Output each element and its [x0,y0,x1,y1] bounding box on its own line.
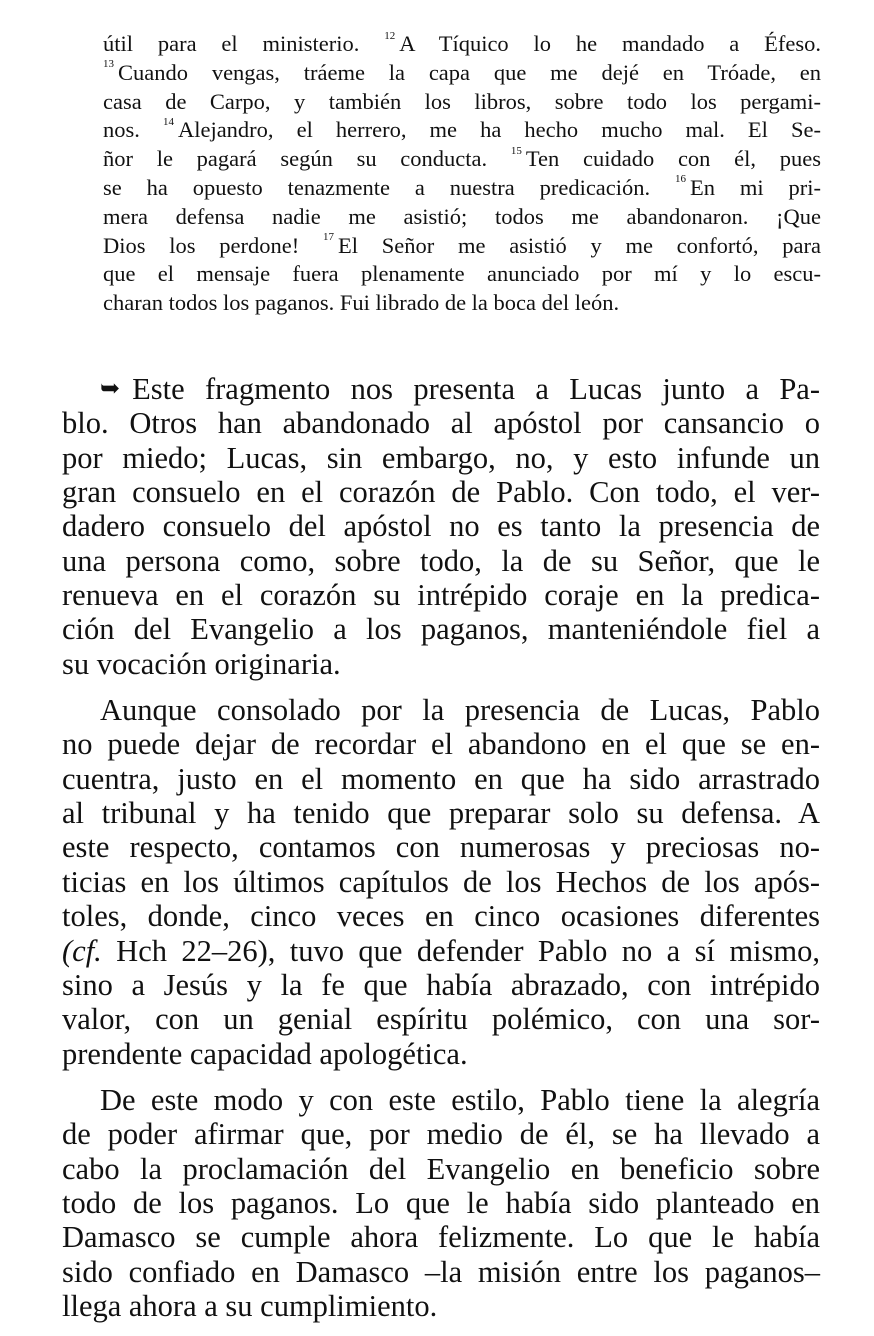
text-line: por miedo; Lucas, sin embargo, no, y esto infunde un [62,440,820,475]
text-line: De este modo y con este estilo, Pablo tiene la alegría [100,1082,820,1117]
passage-line: casa de Carpo, y también los libros, sobre todo los pergami- [103,88,821,114]
commentary-paragraph-3 [62,1083,820,1323]
text-line: sino a Jesús y la fe que había abrazado, con intrépido [62,967,820,1002]
text-line: ➥ Este fragmento nos presenta a Lucas junto a Pa- [100,372,820,406]
text-line: cuentra, justo en el momento en que ha sido arrastrado [62,761,820,796]
cf-abbreviation: (cf. [62,933,102,968]
verse-number: 13 [103,58,114,71]
passage-line: nos. $^{14}$ Alejandro, el herrero, me ha hecho mucho mal. El Se- [103,115,821,143]
text-line: valor, con un genial espíritu polémico, con una sor- [62,1002,820,1037]
text-line: sido confiado en Damasco –la misión entre los paganos– [62,1254,820,1289]
text-line: todo de los paganos. Lo que le había sido planteado en [62,1185,820,1220]
text-line: toles, donde, cinco veces en cinco ocasiones diferentes [62,899,820,934]
commentary-paragraph-1 [62,372,820,681]
verse-number: 14 [162,115,174,128]
commentary [62,372,820,1335]
text-line: ción del Evangelio a los paganos, manteniéndole fiel a [62,612,820,647]
commentary-paragraph-2 [62,693,820,1071]
text-line: cabo la proclamación del Evangelio en beneficio sobre [62,1151,820,1186]
passage-line: charan todos los paganos. Fui librado de la boca del león. [103,290,620,316]
arrow-icon: ➥ [100,376,121,402]
passage-line: útil para el ministerio. $^{12}$ A Tíquico lo he mandado a Éfeso. [103,29,822,56]
text-line: de poder afirmar que, por medio de él, se ha llevado a [62,1117,820,1152]
text-line: no puede dejar de recordar el abandono en el que se en- [62,727,820,762]
passage-line: ñor le pagará según su conducta. $^{15}$ Ten cuidado con él, pues [103,144,821,172]
text-line: renueva en el corazón su intrépido coraje en la predica- [62,578,820,613]
text-line: dadero consuelo del apóstol no es tanto la presencia de [62,509,820,544]
text-line: este respecto, contamos con numerosas y preciosas no- [62,830,820,865]
passage-line: mera defensa nadie me asistió; todos me abandonaron. ¡Que [103,203,821,229]
text-line: prendente capacidad apologética. [62,1036,468,1071]
verse-number: 15 [510,144,522,157]
text-line: una persona como, sobre todo, la de su Señor, que le [62,543,820,578]
text-line: Damasco se cumple ahora felizmente. Lo que le había [62,1220,820,1255]
text-line: al tribunal y ha tenido que preparar solo su defensa. A [62,796,820,831]
passage-line: Dios los perdone! $^{17}$ El Señor me asistió y me confortó, para [103,231,821,258]
text-line: (cf. Hch 22–26), tuvo que defender Pablo no a sí mismo, [62,933,820,968]
text-line: Aunque consolado por la presencia de Lucas, Pablo [100,693,820,728]
passage-line: $^{13}$ Cuando vengas, tráeme la capa que me dejé en Tróade, en [103,58,821,85]
verse-number: 12 [384,29,396,42]
scripture-passage [103,30,821,318]
verse-number: 17 [322,231,334,244]
text-line: llega ahora a su cumplimiento. [62,1288,438,1323]
passage-line: se ha opuesto tenazmente a nuestra predicación. $^{16}$ En mi pri- [103,173,822,200]
verse-number: 16 [675,173,687,186]
text-line: gran consuelo en el corazón de Pablo. Con todo, el ver- [62,475,820,510]
text-line: blo. Otros han abandonado al apóstol por cansancio o [62,406,820,441]
text-line: ticias en los últimos capítulos de los Hechos de los após- [62,864,820,899]
passage-line: que el mensaje fuera plenamente anunciado por mí y lo escu- [103,261,821,287]
text-line: su vocación originaria. [62,646,341,681]
